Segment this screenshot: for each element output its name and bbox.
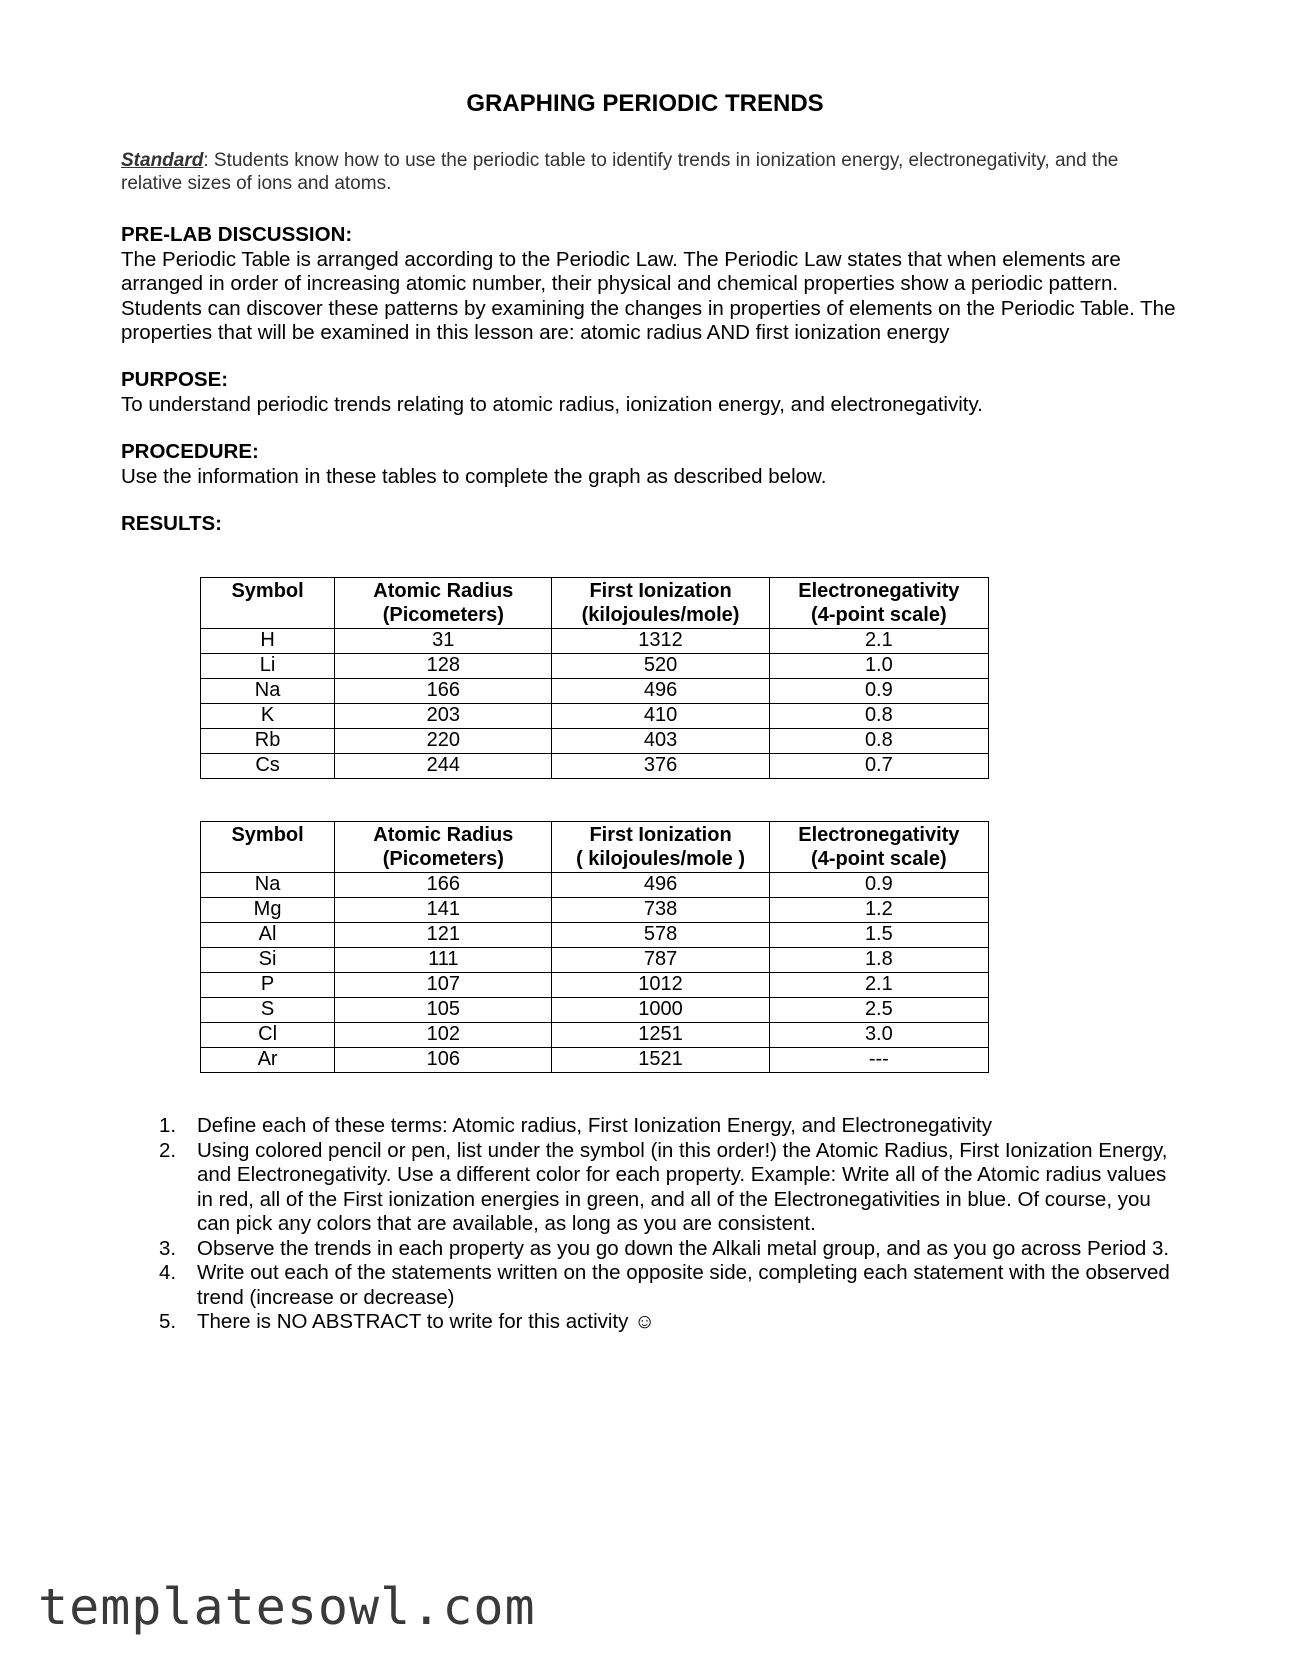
cell-first-ionization: 738 <box>552 898 769 923</box>
list-item-text: Observe the trends in each property as you go down the Alkali metal group, and as you go across Period 3. <box>197 1236 1170 1260</box>
cell-atomic-radius: 107 <box>335 973 552 998</box>
cell-first-ionization: 496 <box>552 679 769 704</box>
table-row <box>201 629 989 654</box>
procedure-text: Use the information in these tables to complete the graph as described below. <box>121 464 827 488</box>
cell-atomic-radius: 141 <box>335 898 552 923</box>
cell-atomic-radius: 31 <box>335 629 552 654</box>
header-first-ionization: First Ionization (kilojoules/mole) <box>552 578 769 629</box>
results-section <box>121 512 1181 537</box>
list-item-text: Write out each of the statements written on the opposite side, completing each statement with the observed trend (increase or decrease) <box>197 1261 1170 1309</box>
page-title: GRAPHING PERIODIC TRENDS <box>466 90 824 117</box>
cell-atomic-radius: 244 <box>335 754 552 779</box>
cell-electronegativity: 1.5 <box>769 923 988 948</box>
header-symbol: Symbol <box>201 578 335 629</box>
cell-symbol: S <box>201 998 335 1023</box>
table-header-row <box>201 822 989 873</box>
cell-symbol: Mg <box>201 898 335 923</box>
standard-label: Standard <box>121 150 204 171</box>
cell-atomic-radius: 203 <box>335 704 552 729</box>
list-item-text: There is NO ABSTRACT to write for this activity ☺ <box>197 1310 655 1333</box>
cell-atomic-radius: 166 <box>335 873 552 898</box>
procedure-section <box>121 440 1181 489</box>
cell-symbol: Cl <box>201 1023 335 1048</box>
header-electronegativity: Electronegativity (4-point scale) <box>769 822 988 873</box>
cell-atomic-radius: 128 <box>335 654 552 679</box>
standard-text: : Students know how to use the periodic table to identify trends in ionization energy, electronegativity, and the relative sizes of ions and atoms. <box>121 150 1119 194</box>
cell-first-ionization: 1012 <box>552 973 769 998</box>
list-item <box>121 1114 1181 1139</box>
cell-electronegativity: 0.7 <box>769 754 988 779</box>
cell-symbol: Cs <box>201 754 335 779</box>
table-row <box>201 898 989 923</box>
list-item <box>121 1139 1181 1237</box>
cell-electronegativity: 0.8 <box>769 704 988 729</box>
results-heading: RESULTS: <box>121 512 222 535</box>
cell-first-ionization: 496 <box>552 873 769 898</box>
cell-atomic-radius: 105 <box>335 998 552 1023</box>
cell-first-ionization: 787 <box>552 948 769 973</box>
cell-first-ionization: 1251 <box>552 1023 769 1048</box>
cell-first-ionization: 403 <box>552 729 769 754</box>
list-item-number: 1. <box>159 1114 177 1137</box>
list-item <box>121 1237 1181 1262</box>
header-atomic-radius: Atomic Radius (Picometers) <box>335 822 552 873</box>
cell-electronegativity: 1.8 <box>769 948 988 973</box>
prelab-section <box>121 223 1181 346</box>
cell-electronegativity: 1.2 <box>769 898 988 923</box>
cell-symbol: Na <box>201 679 335 704</box>
cell-electronegativity: 3.0 <box>769 1023 988 1048</box>
cell-symbol: Na <box>201 873 335 898</box>
cell-first-ionization: 1521 <box>552 1048 769 1073</box>
cell-electronegativity: 2.1 <box>769 973 988 998</box>
cell-symbol: Li <box>201 654 335 679</box>
cell-electronegativity: 1.0 <box>769 654 988 679</box>
cell-atomic-radius: 106 <box>335 1048 552 1073</box>
list-item <box>121 1261 1181 1310</box>
cell-electronegativity: 0.9 <box>769 873 988 898</box>
cell-electronegativity: --- <box>769 1048 988 1073</box>
cell-electronegativity: 0.9 <box>769 679 988 704</box>
table-row <box>201 679 989 704</box>
table-header-row <box>201 578 989 629</box>
table-row <box>201 948 989 973</box>
period-3-table <box>200 821 989 1073</box>
procedure-heading: PROCEDURE: <box>121 440 259 463</box>
cell-first-ionization: 578 <box>552 923 769 948</box>
list-item <box>121 1310 1181 1335</box>
table-row <box>201 654 989 679</box>
list-item-number: 4. <box>159 1261 177 1284</box>
table-row <box>201 754 989 779</box>
cell-symbol: Si <box>201 948 335 973</box>
cell-first-ionization: 520 <box>552 654 769 679</box>
cell-symbol: Ar <box>201 1048 335 1073</box>
prelab-text: The Periodic Table is arranged according to the Periodic Law. The Periodic Law states that when elements are arranged in order of increasing atomic number, their physical and chemical properties show a periodic pattern. Students can discover these patterns by examining the changes in properties of elements on the Periodic Table. The properties that will be examined in this lesson are: atomic radius AND first ionization energy <box>121 247 1176 344</box>
watermark: templatesowl.com <box>38 1578 536 1636</box>
list-item-number: 5. <box>159 1310 177 1333</box>
cell-electronegativity: 2.1 <box>769 629 988 654</box>
cell-atomic-radius: 166 <box>335 679 552 704</box>
table-row <box>201 1048 989 1073</box>
alkali-metals-table <box>200 577 989 779</box>
purpose-text: To understand periodic trends relating to atomic radius, ionization energy, and electronegativity. <box>121 392 983 416</box>
cell-electronegativity: 2.5 <box>769 998 988 1023</box>
table-row <box>201 729 989 754</box>
header-first-ionization: First Ionization ( kilojoules/mole ) <box>552 822 769 873</box>
cell-electronegativity: 0.8 <box>769 729 988 754</box>
table-row <box>201 973 989 998</box>
table-row <box>201 923 989 948</box>
list-item-text: Define each of these terms: Atomic radius, First Ionization Energy, and Electronegativity <box>197 1114 992 1137</box>
cell-atomic-radius: 102 <box>335 1023 552 1048</box>
cell-symbol: K <box>201 704 335 729</box>
cell-first-ionization: 410 <box>552 704 769 729</box>
procedure-steps-list <box>121 1114 1181 1335</box>
cell-symbol: Al <box>201 923 335 948</box>
cell-atomic-radius: 220 <box>335 729 552 754</box>
cell-symbol: H <box>201 629 335 654</box>
table-row <box>201 704 989 729</box>
purpose-heading: PURPOSE: <box>121 368 229 391</box>
list-item-text: Using colored pencil or pen, list under the symbol (in this order!) the Atomic Radius, First Ionization Energy, and Electronegativity. Use a different color for each property. Example: Write all of the Atomic radius values in red, all of the First ionization energies in green, and all of the Electronegativities in blue. Of course, you can pick any colors that are available, as long as you are consistent. <box>197 1138 1168 1235</box>
cell-symbol: Rb <box>201 729 335 754</box>
cell-symbol: P <box>201 973 335 998</box>
prelab-heading: PRE-LAB DISCUSSION: <box>121 223 353 246</box>
cell-first-ionization: 376 <box>552 754 769 779</box>
cell-atomic-radius: 121 <box>335 923 552 948</box>
table-row <box>201 873 989 898</box>
cell-atomic-radius: 111 <box>335 948 552 973</box>
list-item-number: 2. <box>159 1138 177 1162</box>
header-symbol: Symbol <box>201 822 335 873</box>
cell-first-ionization: 1312 <box>552 629 769 654</box>
purpose-section <box>121 368 1181 417</box>
standard-statement <box>121 149 1171 195</box>
list-item-number: 3. <box>159 1236 177 1260</box>
header-atomic-radius: Atomic Radius (Picometers) <box>335 578 552 629</box>
header-electronegativity: Electronegativity (4-point scale) <box>769 578 988 629</box>
cell-first-ionization: 1000 <box>552 998 769 1023</box>
table-row <box>201 998 989 1023</box>
table-row <box>201 1023 989 1048</box>
